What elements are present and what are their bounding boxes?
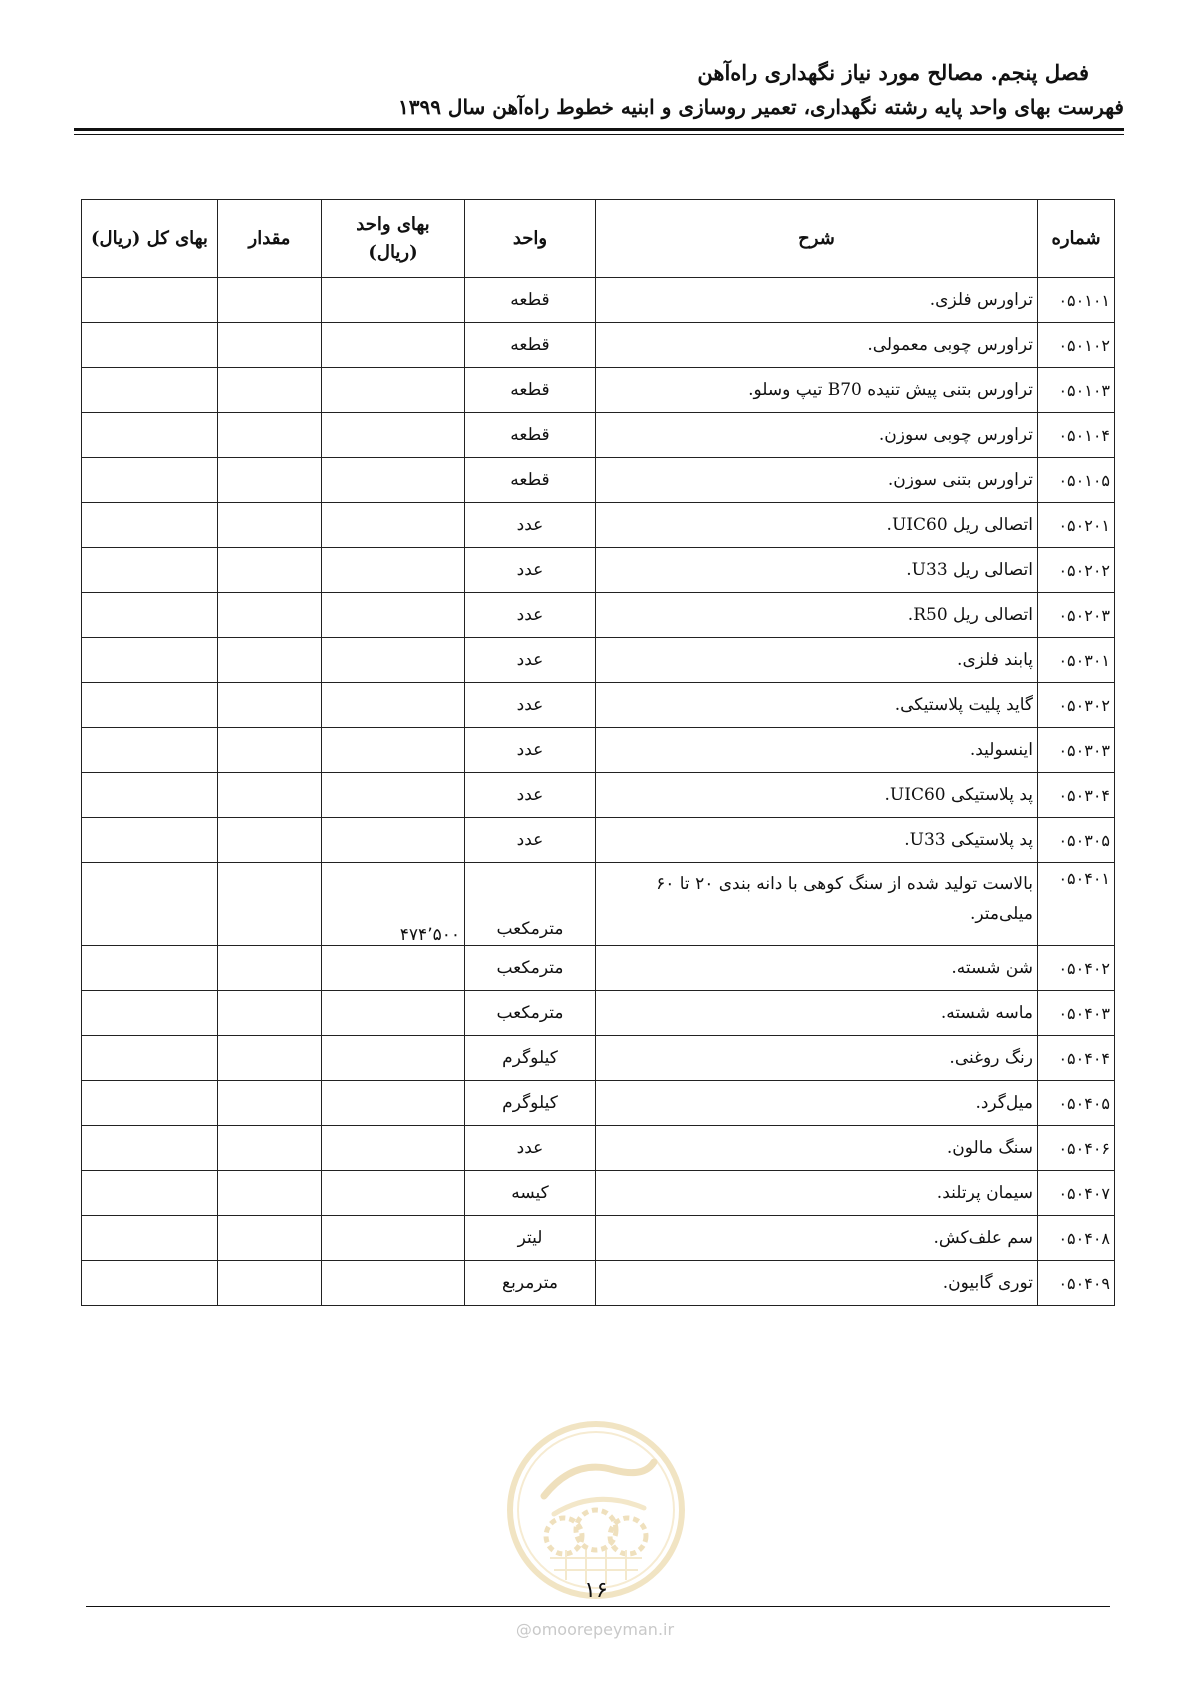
row-unit: عدد — [465, 1126, 596, 1171]
row-unit-price — [322, 503, 465, 548]
row-description: ماسه شسته. — [596, 991, 1038, 1036]
row-description: گاید پلیت پلاستیکی. — [596, 683, 1038, 728]
header-description: شرح — [596, 200, 1038, 278]
row-code: ۰۵۰۲۰۳ — [1038, 593, 1115, 638]
row-unit-price — [322, 773, 465, 818]
table-header-row — [82, 200, 1115, 278]
row-code: ۰۵۰۳۰۵ — [1038, 818, 1115, 863]
row-total-price — [82, 818, 218, 863]
row-quantity — [218, 368, 322, 413]
row-description: تراورس بتنی پیش تنیده B70 تیپ وسلو. — [596, 368, 1038, 413]
row-description: رنگ روغنی. — [596, 1036, 1038, 1081]
row-code: ۰۵۰۴۰۸ — [1038, 1216, 1115, 1261]
row-unit-price — [322, 413, 465, 458]
row-code: ۰۵۰۴۰۱ — [1038, 863, 1115, 946]
row-code: ۰۵۰۲۰۱ — [1038, 503, 1115, 548]
row-code: ۰۵۰۴۰۶ — [1038, 1126, 1115, 1171]
header-number: شماره — [1038, 200, 1115, 278]
table-row — [82, 1171, 1115, 1216]
table-row — [82, 323, 1115, 368]
row-description: اتصالی ریل R50. — [596, 593, 1038, 638]
row-unit-price — [322, 1126, 465, 1171]
row-unit: عدد — [465, 683, 596, 728]
row-description: اینسولید. — [596, 728, 1038, 773]
header-unit-price-currency: (ریال) — [368, 241, 418, 263]
row-unit: عدد — [465, 503, 596, 548]
header-unit-price-label: بهای واحد — [356, 213, 430, 235]
table-row — [82, 458, 1115, 503]
row-unit: عدد — [465, 728, 596, 773]
row-unit: کیلوگرم — [465, 1036, 596, 1081]
row-total-price — [82, 1261, 218, 1306]
page-header — [74, 56, 1124, 124]
chapter-title: فصل پنجم. مصالح مورد نیاز نگهداری راه‌آهن — [697, 60, 1089, 85]
row-unit: لیتر — [465, 1216, 596, 1261]
row-unit-price — [322, 638, 465, 683]
row-quantity — [218, 413, 322, 458]
row-unit-price — [322, 548, 465, 593]
row-description: سیمان پرتلند. — [596, 1171, 1038, 1216]
row-description: سم علف‌کش. — [596, 1216, 1038, 1261]
row-total-price — [82, 458, 218, 503]
row-unit-price — [322, 683, 465, 728]
header-unit: واحد — [465, 200, 596, 278]
row-unit-price — [322, 1171, 465, 1216]
row-quantity — [218, 503, 322, 548]
row-code: ۰۵۰۱۰۳ — [1038, 368, 1115, 413]
row-description: تراورس چوبی معمولی. — [596, 323, 1038, 368]
row-description: اتصالی ریل U33. — [596, 548, 1038, 593]
website-watermark: @omoorepeyman.ir — [515, 1620, 675, 1639]
row-code: ۰۵۰۴۰۳ — [1038, 991, 1115, 1036]
row-unit-price — [322, 728, 465, 773]
row-total-price — [82, 638, 218, 683]
table-row — [82, 1261, 1115, 1306]
row-total-price — [82, 593, 218, 638]
row-quantity — [218, 863, 322, 946]
row-total-price — [82, 863, 218, 946]
header-unit-price — [322, 200, 465, 278]
header-rule-thin — [74, 134, 1124, 135]
row-description: تراورس بتنی سوزن. — [596, 458, 1038, 503]
row-unit: قطعه — [465, 413, 596, 458]
table-row — [82, 991, 1115, 1036]
row-total-price — [82, 323, 218, 368]
footer-rule — [86, 1606, 1110, 1607]
table-row — [82, 683, 1115, 728]
row-total-price — [82, 946, 218, 991]
row-description: پد پلاستیکی UIC60. — [596, 773, 1038, 818]
row-total-price — [82, 368, 218, 413]
row-quantity — [218, 323, 322, 368]
row-code: ۰۵۰۲۰۲ — [1038, 548, 1115, 593]
table-row — [82, 593, 1115, 638]
row-unit-price — [322, 1036, 465, 1081]
row-total-price — [82, 1171, 218, 1216]
row-unit-price — [322, 1261, 465, 1306]
row-code: ۰۵۰۴۰۹ — [1038, 1261, 1115, 1306]
row-code: ۰۵۰۱۰۵ — [1038, 458, 1115, 503]
table-row — [82, 1081, 1115, 1126]
row-quantity — [218, 683, 322, 728]
row-description: سنگ مالون. — [596, 1126, 1038, 1171]
row-quantity — [218, 818, 322, 863]
row-unit: کیلوگرم — [465, 1081, 596, 1126]
row-total-price — [82, 1216, 218, 1261]
price-list-table — [81, 199, 1115, 1306]
row-total-price — [82, 1036, 218, 1081]
table-row — [82, 413, 1115, 458]
row-quantity — [218, 1126, 322, 1171]
row-quantity — [218, 458, 322, 503]
row-description: پد پلاستیکی U33. — [596, 818, 1038, 863]
row-quantity — [218, 548, 322, 593]
table-row — [82, 818, 1115, 863]
row-description: توری گابیون. — [596, 1261, 1038, 1306]
row-unit: عدد — [465, 638, 596, 683]
row-quantity — [218, 593, 322, 638]
table-row — [82, 503, 1115, 548]
row-quantity — [218, 728, 322, 773]
header-total-price: بهای کل (ریال) — [82, 200, 218, 278]
price-list-title: فهرست بهای واحد پایه رشته نگهداری، تعمیر روسازی و ابنیه خطوط راه‌آهن سال ۱۳۹۹ — [398, 95, 1124, 119]
row-code: ۰۵۰۳۰۲ — [1038, 683, 1115, 728]
header-quantity: مقدار — [218, 200, 322, 278]
page-number: ۱۶ — [584, 1578, 608, 1603]
row-total-price — [82, 1126, 218, 1171]
row-quantity — [218, 1171, 322, 1216]
row-quantity — [218, 991, 322, 1036]
row-unit: مترمکعب — [465, 946, 596, 991]
row-code: ۰۵۰۴۰۴ — [1038, 1036, 1115, 1081]
row-description: تراورس چوبی سوزن. — [596, 413, 1038, 458]
row-unit-price — [322, 991, 465, 1036]
row-total-price — [82, 1081, 218, 1126]
table-row — [82, 1036, 1115, 1081]
row-unit-price — [322, 946, 465, 991]
row-quantity — [218, 773, 322, 818]
row-description: پابند فلزی. — [596, 638, 1038, 683]
row-quantity — [218, 638, 322, 683]
row-quantity — [218, 1036, 322, 1081]
row-unit: قطعه — [465, 323, 596, 368]
row-code: ۰۵۰۳۰۳ — [1038, 728, 1115, 773]
row-unit-price: ۴۷۴٬۵۰۰ — [322, 863, 465, 946]
table-row — [82, 278, 1115, 323]
row-unit: مترمکعب — [465, 991, 596, 1036]
row-code: ۰۵۰۱۰۱ — [1038, 278, 1115, 323]
row-code: ۰۵۰۴۰۵ — [1038, 1081, 1115, 1126]
row-unit: عدد — [465, 818, 596, 863]
row-unit: قطعه — [465, 458, 596, 503]
omoorepeyman-logo-watermark — [504, 1418, 688, 1602]
row-code: ۰۵۰۱۰۲ — [1038, 323, 1115, 368]
table-row — [82, 728, 1115, 773]
row-unit-price — [322, 818, 465, 863]
row-description: شن شسته. — [596, 946, 1038, 991]
row-code: ۰۵۰۴۰۷ — [1038, 1171, 1115, 1216]
table-row — [82, 368, 1115, 413]
row-unit-price — [322, 368, 465, 413]
row-total-price — [82, 278, 218, 323]
row-total-price — [82, 548, 218, 593]
table-row — [82, 638, 1115, 683]
row-total-price — [82, 728, 218, 773]
row-unit-price — [322, 278, 465, 323]
table-row — [82, 946, 1115, 991]
row-code: ۰۵۰۳۰۱ — [1038, 638, 1115, 683]
row-total-price — [82, 683, 218, 728]
table-row — [82, 863, 1115, 946]
row-unit-price — [322, 458, 465, 503]
row-unit: قطعه — [465, 278, 596, 323]
row-unit-price — [322, 1081, 465, 1126]
row-quantity — [218, 946, 322, 991]
row-quantity — [218, 1261, 322, 1306]
row-unit-price — [322, 1216, 465, 1261]
row-unit-price — [322, 593, 465, 638]
row-unit: قطعه — [465, 368, 596, 413]
row-description: میل‌گرد. — [596, 1081, 1038, 1126]
row-unit: مترمکعب — [465, 863, 596, 946]
row-unit: عدد — [465, 593, 596, 638]
header-rule-thick — [74, 128, 1124, 131]
table-row — [82, 1126, 1115, 1171]
table-row — [82, 1216, 1115, 1261]
row-code: ۰۵۰۱۰۴ — [1038, 413, 1115, 458]
row-total-price — [82, 503, 218, 548]
row-code: ۰۵۰۴۰۲ — [1038, 946, 1115, 991]
row-total-price — [82, 991, 218, 1036]
row-total-price — [82, 773, 218, 818]
row-description: تراورس فلزی. — [596, 278, 1038, 323]
row-unit: عدد — [465, 773, 596, 818]
row-code: ۰۵۰۳۰۴ — [1038, 773, 1115, 818]
row-unit: عدد — [465, 548, 596, 593]
row-quantity — [218, 278, 322, 323]
row-unit-price — [322, 323, 465, 368]
row-quantity — [218, 1081, 322, 1126]
row-unit: مترمربع — [465, 1261, 596, 1306]
row-total-price — [82, 413, 218, 458]
table-row — [82, 548, 1115, 593]
row-quantity — [218, 1216, 322, 1261]
table-row — [82, 773, 1115, 818]
row-description: اتصالی ریل UIC60. — [596, 503, 1038, 548]
row-unit: کیسه — [465, 1171, 596, 1216]
row-description: بالاست تولید شده از سنگ کوهی با دانه بندی ۲۰ تا ۶۰ میلی‌متر. — [596, 863, 1038, 946]
